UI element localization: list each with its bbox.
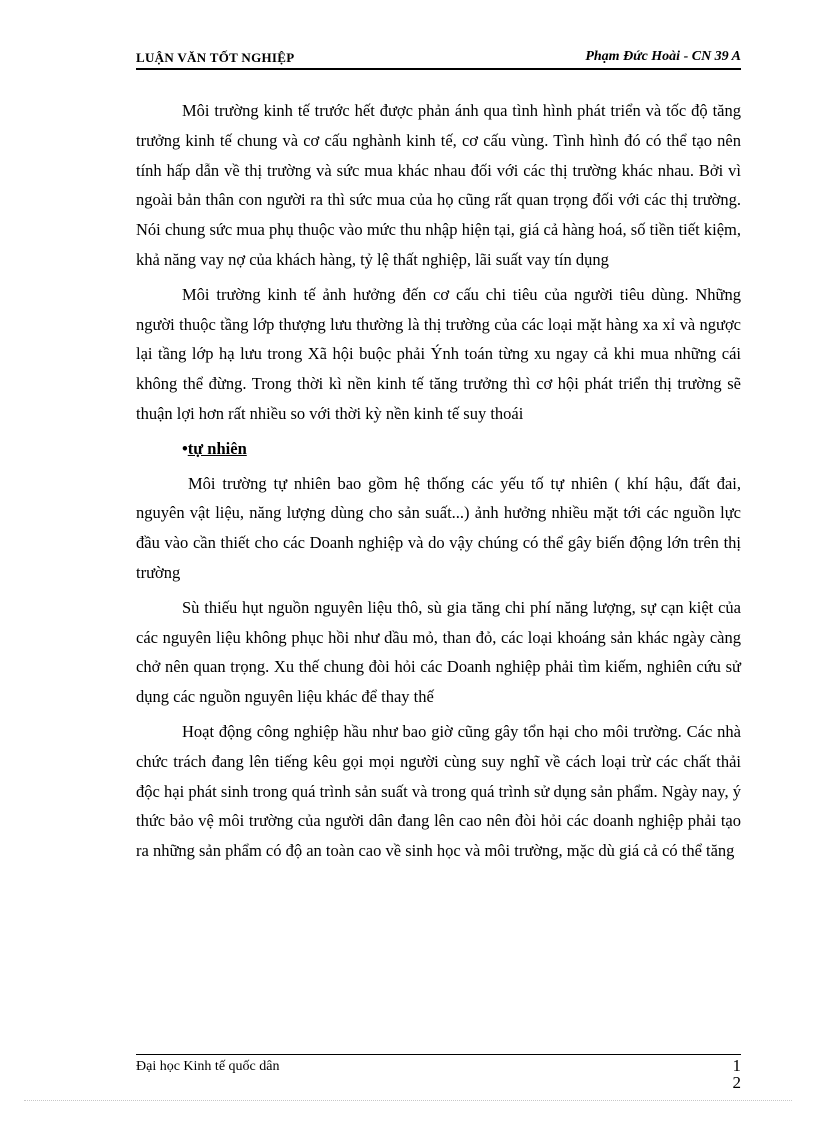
page-number <box>721 1057 741 1091</box>
page-number-digit-1: 1 <box>732 1056 741 1075</box>
paragraph-economy-growth: Môi trường kinh tế trước hết được phản ánh qua tình hình phát triển và tốc độ tăng trưởng kinh tế chung và cơ cấu nghành kinh tế, cơ cấu vùng. Tình hình đó có thể tạo nên tính hấp dẫn về thị trường và sức mua khác nhau đối với các thị trường khác nhau. Bởi vì ngoài bản thân con người ra thì sức mua của họ cũng rất quan trọng đối với các thị trường. Nói chung sức mua phụ thuộc vào mức thu nhập hiện tại, giá cả hàng hoá, số tiền tiết kiệm, khả năng vay nợ của khách hàng, tỷ lệ thất nghiệp, lãi suất vay tín dụng <box>136 101 741 269</box>
page-header <box>136 48 741 70</box>
paragraph-economy-spending: Môi trường kinh tế ảnh hưởng đến cơ cấu chi tiêu của người tiêu dùng. Những người thuộc tầng lớp thượng lưu thường là thị trường của các loại mặt hàng xa xỉ và ngược lại tầng lớp hạ lưu trong Xã hội buộc phải Ýnh toán từng xu ngay cả khi mua những cái không thể đừng. Trong thời kì nền kinh tế tăng trưởng thì cơ hội phát triển thị trường sẽ thuận lợi hơn rất nhiều so với thời kỳ nền kinh tế suy thoái <box>136 284 741 423</box>
paragraph-nature-intro: Môi trường tự nhiên bao gồm hệ thống các yếu tố tự nhiên ( khí hậu, đất đai, nguyên vật liệu, năng lượng dùng cho sản suất...) ảnh hưởng nhiều mặt tới các nguồn lực đầu vào cần thiết cho các Doanh nghiệp và do vậy chúng có thể gây biến động lớn trên thị trường <box>136 473 741 582</box>
section-heading <box>136 434 741 464</box>
document-body <box>136 96 741 871</box>
footer-divider <box>136 1054 741 1055</box>
header-title: LUẬN VĂN TỐT NGHIỆP <box>136 50 295 65</box>
footer-institution: Đại học Kinh tế quốc dân <box>136 1059 280 1074</box>
header-author: Phạm Đức Hoài - CN 39 A <box>585 49 741 64</box>
bullet-icon: • <box>182 438 188 458</box>
page-bottom-dotted-line <box>24 1100 792 1101</box>
page-number-digit-2: 2 <box>732 1073 741 1092</box>
paragraph-nature-resources: Sù thiếu hụt nguồn nguyên liệu thô, sù gia tăng chi phí năng lượng, sự cạn kiệt của các nguyên liệu không phục hồi như dầu mỏ, than đỏ, các loại khoáng sản khác ngày càng chở nên quan trọng. Xu thế chung đòi hỏi các Doanh nghiệp phải tìm kiếm, nghiên cứu sử dụng các nguồn nguyên liệu khác để thay thế <box>136 597 741 707</box>
paragraph-nature-industry: Hoạt động công nghiệp hầu như bao giờ cũng gây tổn hại cho môi trường. Các nhà chức trách đang lên tiếng kêu gọi mọi người cùng suy nghĩ về cách loại trừ các chất thải độc hại phát sinh trong quá trình sản suất và trong quá trình sử dụng sản phẩm. Ngày nay, ý thức bảo vệ môi trường của người dân đang lên cao nên đòi hỏi các doanh nghiệp phải tạo ra những sản phẩm có độ an toàn cao về sinh học và môi trường, mặc dù giá cả có thể tăng <box>136 721 741 861</box>
section-heading-text: tự nhiên <box>187 438 247 458</box>
